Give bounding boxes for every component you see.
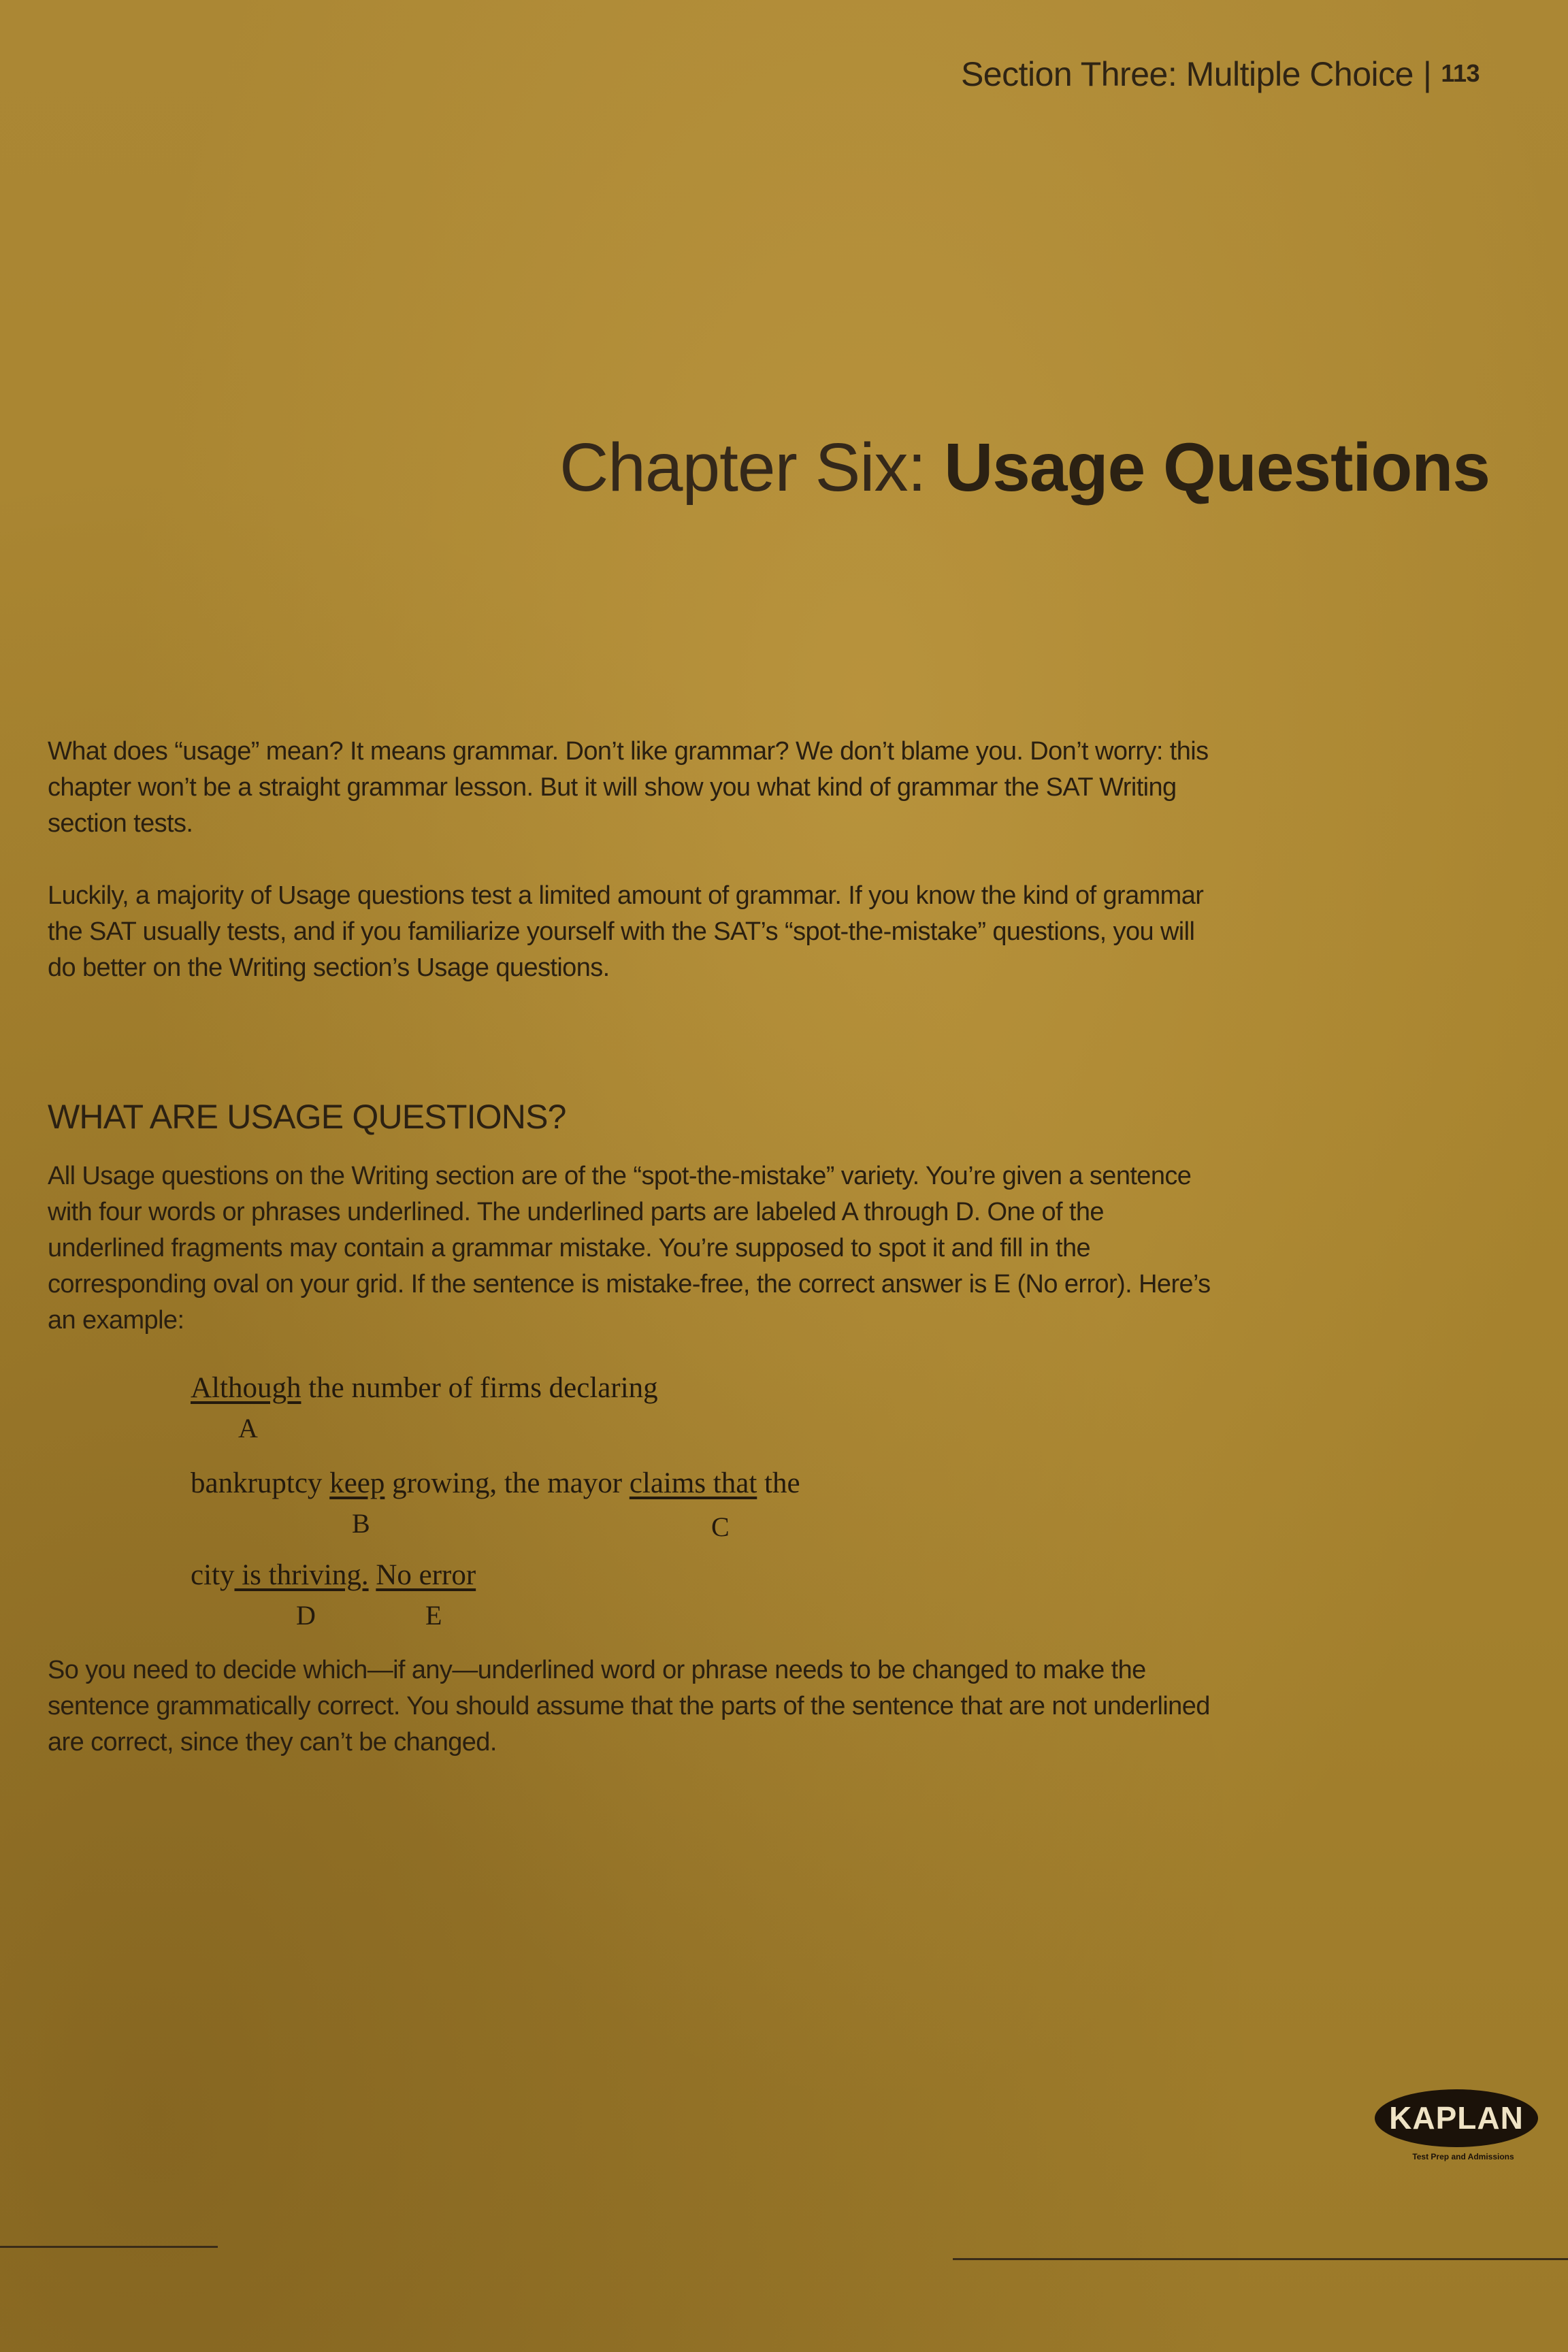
section-heading: WHAT ARE USAGE QUESTIONS? (48, 1098, 566, 1136)
example-text (369, 1559, 376, 1591)
example-underline-c: claims that (629, 1467, 757, 1499)
section-paragraph: All Usage questions on the Writing section are of the “spot-the-mistake” variety. You’re given a sentence with four words or phrases underlined. The underlined parts are labeled A through D. One of the underlined fragments may contain a grammar mistake. You’re supposed to spot it and fill in the corresponding oval on your grid. If the sentence is mistake-free, the correct answer is E (No error). Here’s an example: (48, 1162, 1211, 1335)
example-underline-a: Although (191, 1372, 301, 1404)
example-text: city (191, 1559, 235, 1591)
example-label-d: D (296, 1600, 316, 1631)
intro-paragraph-1: What does “usage” mean? It means grammar. Don’t like grammar? We don’t blame you. Don’t worry: this chapter won’t be a straight grammar lesson. But it will show you what kind of grammar the SAT Writing section tests. (48, 737, 1209, 838)
kaplan-logo: KAPLAN (1375, 2089, 1538, 2147)
conclusion-paragraph: So you need to decide which—if any—underlined word or phrase needs to be changed to make the sentence grammatically correct. You should assume that the parts of the sentence that are not underlined are correct, since they can’t be changed. (48, 1656, 1210, 1757)
section-title: Section Three: Multiple Choice (960, 55, 1414, 93)
page-number: 113 (1441, 59, 1480, 87)
example-line-2 (191, 1467, 800, 1500)
example-text: the (757, 1467, 800, 1499)
intro-paragraph-2: Luckily, a majority of Usage questions test a limited amount of grammar. If you know the kind of grammar the SAT usually tests, and if you familiarize yourself with the SAT’s “spot-the-mistake” questions, you will do better on the Writing section’s Usage questions. (48, 881, 1204, 982)
chapter-name: Usage Questions (944, 429, 1490, 506)
bottom-rule-right (953, 2258, 1568, 2260)
example-label-a: A (238, 1413, 258, 1443)
example-underline-b: keep (329, 1467, 385, 1499)
example-underline-e: No error (376, 1559, 476, 1591)
example-text: bankruptcy (191, 1467, 330, 1499)
example-label-c: C (711, 1512, 730, 1542)
example-line-3 (191, 1558, 476, 1592)
bottom-rule-left (0, 2246, 218, 2248)
chapter-prefix: Chapter Six: (559, 429, 945, 506)
example-line-1 (191, 1371, 658, 1405)
example-text: growing, the mayor (385, 1467, 630, 1499)
example-label-b: B (352, 1508, 370, 1539)
example-label-e: E (425, 1600, 442, 1631)
chapter-title (559, 429, 1490, 507)
example-text: the number of firms declaring (301, 1372, 658, 1404)
example-underline-d: is thriving. (234, 1559, 369, 1591)
header-separator: | (1422, 55, 1432, 93)
kaplan-tagline: Test Prep and Admissions (1412, 2152, 1514, 2161)
running-header (961, 54, 1480, 94)
